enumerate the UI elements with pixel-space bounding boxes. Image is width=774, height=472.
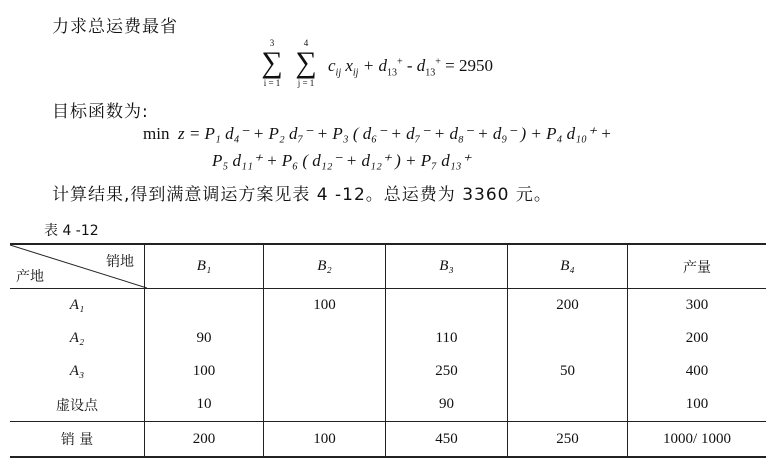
transport-table — [10, 243, 766, 458]
row-label-a3: A₃ — [69, 363, 85, 379]
table-cell — [264, 322, 386, 355]
table-row — [10, 388, 766, 422]
table-cell — [508, 322, 628, 355]
table-cell: 100 — [628, 388, 767, 422]
table-cell: 90 — [145, 322, 264, 355]
intro-line: 力求总运费最省 — [52, 17, 178, 37]
corner-label-origin: 产地 — [16, 269, 44, 285]
objective-label: 目标函数为: — [52, 102, 149, 122]
objective-line-2: P₅ d₁₁⁺ + P₆ ( d₁₂⁻ + d₁₂⁺ ) + P₇ d₁₃⁺ — [212, 151, 471, 170]
col-header-b1: B₁ — [145, 244, 264, 289]
table-cell: 200 — [508, 289, 628, 323]
result-line: 计算结果,得到满意调运方案见表 4 -12。总运费为 3360 元。 — [52, 185, 552, 205]
sum-2-upper: 4 — [303, 38, 309, 48]
row-label-demand: 销 量 — [10, 422, 145, 458]
table-cell: 50 — [508, 355, 628, 388]
table-cell: 200 — [145, 422, 264, 458]
table-cell: 400 — [628, 355, 767, 388]
col-header-supply: 产量 — [628, 244, 767, 289]
sum-1 — [258, 38, 286, 88]
table-cell: 200 — [628, 322, 767, 355]
table-header-row — [10, 244, 766, 289]
table-cell — [145, 289, 264, 323]
col-header-b2: B₂ — [264, 244, 386, 289]
table-cell: 100 — [264, 422, 386, 458]
row-label-a1: A₁ — [69, 297, 85, 313]
table-cell: 250 — [508, 422, 628, 458]
table-cell — [264, 355, 386, 388]
table-cell — [264, 388, 386, 422]
table-cell: 250 — [386, 355, 508, 388]
sigma-1-symbol: ∑ — [261, 46, 283, 79]
table-cell: 100 — [145, 355, 264, 388]
table-cell: 90 — [386, 388, 508, 422]
table-row — [10, 322, 766, 355]
equation-1-body: $c_{ij}$ $x_{ij} + d_{13}^+ - d_{13}^+ = 2950$ — [328, 56, 493, 79]
col-header-b4: B₄ — [508, 244, 628, 289]
sum-2-lower: j = 1 — [297, 78, 315, 88]
corner-label-destination: 销地 — [106, 254, 134, 270]
table-cell: 450 — [386, 422, 508, 458]
table-cell — [386, 289, 508, 323]
table-cell: 1000/ 1000 — [628, 422, 767, 458]
sum-2 — [292, 38, 320, 88]
sum-1-lower: i = 1 — [263, 78, 281, 88]
sum-1-upper: 3 — [269, 38, 275, 48]
table-row — [10, 355, 766, 388]
table-cell: 10 — [145, 388, 264, 422]
table-cell — [508, 388, 628, 422]
col-header-b3: B₃ — [386, 244, 508, 289]
table-cell: 110 — [386, 322, 508, 355]
table-row — [10, 289, 766, 323]
objective-line-1: min z = P₁ d₄⁻ + P₂ d₇⁻ + P₃ ( d₆⁻ + d₇⁻ + d₈⁻ + d₉⁻ ) + P₄ d₁₀⁺ + — [143, 124, 612, 143]
table-corner-cell — [10, 244, 145, 289]
table-cell: 300 — [628, 289, 767, 323]
sigma-2-symbol: ∑ — [295, 46, 317, 79]
row-label-a2: A₂ — [69, 330, 85, 346]
row-label-dummy: 虚设点 — [56, 397, 98, 414]
table-cell: 100 — [264, 289, 386, 323]
table-caption: 表 4 -12 — [44, 223, 99, 239]
table-total-row — [10, 422, 766, 458]
